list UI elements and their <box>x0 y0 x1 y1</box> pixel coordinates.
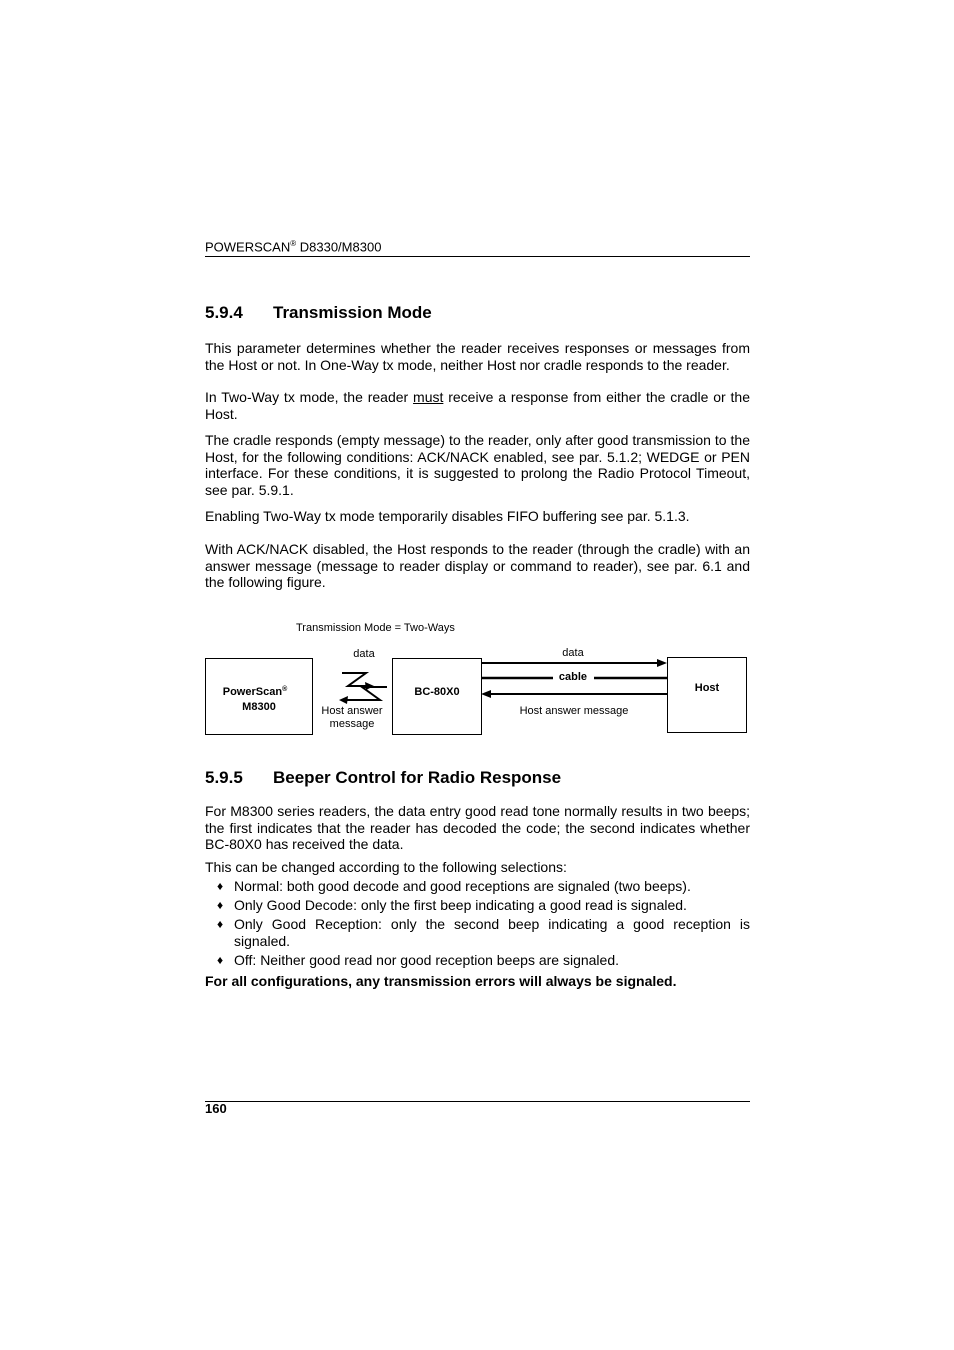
cable-answer-label: Host answer message <box>519 705 629 717</box>
host-label: Host <box>694 682 720 694</box>
list-item-text: Off: Neither good read nor good reception beeps are signaled. <box>234 951 619 968</box>
list-item <box>205 897 750 914</box>
paragraph-text: In Two-Way tx mode, the reader <box>205 389 414 405</box>
diamond-bullet-icon: ♦ <box>217 897 224 912</box>
list-item <box>205 952 750 969</box>
section-title: Beeper Control for Radio Response <box>273 768 562 787</box>
paragraph: This parameter determines whether the reader receives responses or messages from the Host or not. In One-Way tx mode, neither Host nor cradle responds to the reader. <box>205 340 750 373</box>
list-item-text: Normal: both good decode and good receptions are signaled (two beeps). <box>234 878 691 894</box>
paragraph: This can be changed according to the following selections: <box>205 859 567 875</box>
diamond-bullet-icon: ♦ <box>217 916 224 931</box>
reader-label: PowerScan® <box>222 686 288 698</box>
paragraph-text: receive a response from either the cradle or the Host. <box>205 389 750 422</box>
radio-data-label: data <box>353 648 375 660</box>
diagram-caption: Transmission Mode = Two-Ways <box>296 622 455 634</box>
selection-list <box>205 878 750 971</box>
list-item-text: Only Good Reception: only the second beep indicating a good reception is signaled. <box>234 915 750 949</box>
diamond-bullet-icon: ♦ <box>217 879 224 893</box>
header-registered-mark: ® <box>290 239 297 248</box>
footer-rule <box>205 1101 750 1102</box>
underlined-word: must <box>413 389 444 405</box>
list-item <box>205 878 750 895</box>
header-product: POWERSCAN <box>205 239 291 255</box>
cable-answer-arrow-icon <box>481 690 667 698</box>
section-number: 5.9.5 <box>205 768 243 787</box>
section-heading-595 <box>205 768 561 788</box>
bold-note: For all configurations, any transmission errors will always be signaled. <box>205 973 677 989</box>
section-number: 5.9.4 <box>205 303 243 322</box>
paragraph: With ACK/NACK disabled, the Host responds to the reader (through the cradle) with an answer message (message to reader display or command to reader), see par. 6.1 and the following figure. <box>205 541 750 591</box>
cradle-label: BC-80X0 <box>414 686 460 698</box>
list-item <box>205 916 750 949</box>
reader-model-label: M8300 <box>242 701 276 713</box>
cable-data-arrow-icon <box>481 659 667 667</box>
paragraph: The cradle responds (empty message) to the reader, only after good transmission to the Host, for the following conditions: ACK/NACK enabled, see par. 5.1.2; WEDGE or PEN interface. For these conditions, it is suggested to prolong the Radio Protocol Timeout, see par. 5.9.1. <box>205 432 750 498</box>
list-item-text: Only Good Decode: only the first beep indicating a good read is signaled. <box>234 896 687 913</box>
radio-answer-label: message <box>329 718 375 730</box>
diamond-bullet-icon: ♦ <box>217 952 224 967</box>
paragraph: Enabling Two-Way tx mode temporarily disables FIFO buffering see par. 5.1.3. <box>205 508 690 524</box>
radio-answer-arrow-icon <box>339 687 387 704</box>
page-number: 160 <box>205 1101 227 1116</box>
paragraph: For M8300 series readers, the data entry good read tone normally results in two beeps; the first indicates that the reader has decoded the code; the second indicates whether BC-80X0 has received the data. <box>205 803 750 853</box>
cable-data-label: data <box>562 647 584 659</box>
radio-answer-label: Host answer <box>321 705 383 717</box>
header-model: D8330/M8300 <box>296 239 382 255</box>
cable-label: cable <box>558 671 588 683</box>
section-title: Transmission Mode <box>273 303 432 322</box>
host-box <box>668 658 747 733</box>
